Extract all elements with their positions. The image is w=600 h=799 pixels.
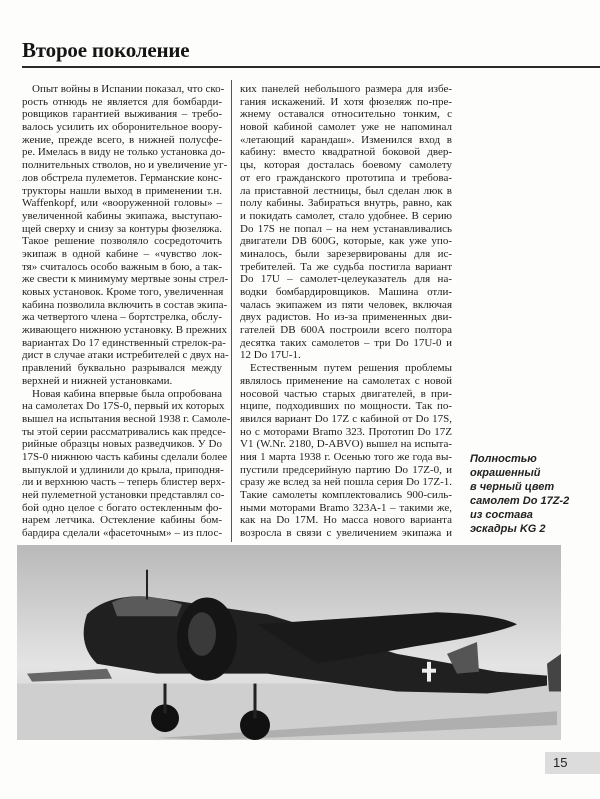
title-rule	[22, 66, 600, 68]
text-line: лов обстрела пулеметов. Германские конс-	[22, 171, 222, 184]
text-line: сразу же вслед за ней пошла серия Do 17Z-1.	[240, 476, 452, 489]
text-line: вышел на испытания весной 1938 г. Самоле-	[22, 412, 231, 425]
text-line: явился вариант Do 17Z с кабиной от Do 17S,	[240, 412, 452, 425]
text-line: рийные образцы новых разведчиков. У Do	[22, 438, 222, 451]
text-line: живающего нижнюю установку. В прежних	[22, 324, 228, 337]
text-line: экипаж в одной кабине – «чувство лок-	[22, 247, 222, 260]
text-line: кабина позволила включить в состав экипа-	[22, 298, 228, 311]
text-line: носовой частью старых двигателей, в при-	[240, 387, 452, 400]
text-line: Do 17U – самолет-целеуказатель для на-	[240, 273, 452, 286]
text-line: «летающий карандаш». Изменился вход в	[240, 133, 452, 146]
text-line: двигатели DB 600G, которые, как уже упо-	[240, 235, 452, 248]
text-line: трукторы нашли выход в применении т.н.	[22, 184, 222, 197]
text-line: возросла в связи с увеличением экипажа и	[240, 527, 452, 540]
text-line: же свести к минимуму мертвые зоны стрел-	[22, 273, 229, 286]
caption-line: эскадры KG 2	[470, 523, 546, 535]
text-line: двух радистов. Но из-за примененных дви-	[240, 311, 452, 324]
text-line: валось усилить их оборонительное воору-	[22, 121, 222, 134]
text-line: ковых установок. Кроме того, увеличенная	[22, 286, 224, 298]
text-line: новой кабиной самолет уже не напоминал	[240, 121, 452, 134]
text-line: являлось применение на самолетах с новой	[240, 374, 452, 387]
text-line: 12 Do 17U-1.	[240, 349, 301, 362]
aircraft-photo	[17, 545, 561, 740]
photo-caption	[470, 452, 569, 536]
text-line: верхней и нижней установками.	[22, 374, 173, 387]
text-line: бардира сделали «фасеточным» – из плос-	[22, 527, 222, 540]
text-line: Опыт войны в Испании показал, что ско-	[32, 83, 225, 95]
text-line: V1 (W.Nr. 2180, D-ABVO) вышел на испыта-	[240, 438, 452, 451]
text-line: рость отнюдь не является для бомбарди-	[22, 95, 222, 108]
text-line: жнему оставался относительно тонким, с	[240, 108, 452, 121]
text-line: гателей DB 600A построили всего полтора	[240, 324, 452, 337]
text-line: полу кабины. Забираться внутрь, равно, как	[240, 197, 452, 210]
text-line: нарем летчика. Остекление кабины бом-	[22, 514, 222, 527]
text-line: Waffenkopf, или «вооруженной головы» –	[22, 197, 222, 210]
text-line: как на Do 17M. Но масса нового варианта	[240, 514, 452, 527]
text-line: и покидать самолет, стало удобнее. В серию	[240, 209, 452, 222]
text-column-right	[240, 83, 452, 540]
text-column-left	[22, 83, 231, 540]
text-line: ровщиков гарантией выживания – требо-	[22, 108, 222, 121]
text-line: выпуклой и удлинили до крыла, приподня-	[22, 463, 224, 476]
text-line: Естественным путем решения проблемы	[250, 362, 452, 375]
caption-line: в черный цвет	[470, 481, 555, 493]
text-line: Новая кабина впервые была опробована	[32, 387, 222, 400]
caption-line: из состава	[470, 509, 533, 521]
text-line: Такое решение позволяло сосредоточить	[22, 235, 222, 248]
caption-line: окрашенный	[470, 467, 541, 479]
text-line: миналось, были зарезервированы для ис-	[240, 247, 452, 260]
text-line: увеличенной кабины экипажа, выступаю-	[22, 209, 222, 222]
text-line: ными моторами Bramo 323A-1 – такими же,	[240, 501, 452, 514]
text-line: тя» считалось особо важным в бою, а так-	[22, 260, 222, 273]
text-line: ния 1 марта 1938 г. Осенью того же года вы-	[240, 450, 452, 463]
page-number-box	[545, 752, 600, 774]
text-line: ких панелей небольшого размера для избе-	[240, 83, 452, 95]
text-line: ре. Имелась в виду не только установка до-	[22, 146, 225, 159]
text-line: гания искажений. И хотя фюзеляж по-пре-	[240, 95, 452, 108]
page-number: 15	[553, 755, 568, 770]
text-line: полнительных стволов, но и увеличение уг-	[22, 159, 228, 172]
text-line: вариантах Do 17 единственный стрелок-ра-	[22, 336, 226, 349]
text-line: водки бомбардировщиков. Машина отли-	[240, 286, 452, 298]
text-line: нципе, подходивших по мощности. Так по-	[240, 400, 452, 413]
text-line: ней пулеметной установки представлял со-	[22, 489, 225, 501]
text-line: жение, прежде всего, в нижней полусфе-	[22, 133, 222, 146]
text-line: бой одно целое с богато остекленным фо-	[22, 501, 222, 514]
text-line: кабину: вместо квадратной боковой двер-	[240, 146, 452, 159]
text-line: щей сверху и снизу за контуры фюзеляжа.	[22, 222, 222, 235]
text-line: требителей. Та же судьба постигла вариант	[240, 260, 452, 273]
text-line: жа четвертого члена – бортстрелка, обслу-	[22, 311, 222, 324]
text-line: правлений буквально разрывался между	[22, 362, 222, 375]
text-line: на самолетах Do 17S-0, первый их которых	[22, 400, 225, 413]
text-line: ты этой серии рассматривались как предсе-	[22, 425, 226, 438]
caption-line: Полностью	[470, 453, 537, 465]
text-line: ла приставной лестницы, был сделан люк в	[240, 184, 452, 197]
text-line: цы, которая досталась боевому самолету	[240, 159, 452, 172]
text-line: ли и верхнюю часть – теперь блистер верх-	[22, 476, 225, 489]
text-line: чалась экипажем из пяти человек, включая	[240, 298, 452, 311]
text-line: но с моторами Bramo 323. Прототип Do 17Z	[240, 425, 452, 438]
text-line: от его гражданского прототипа и требова-	[240, 171, 452, 184]
text-line: десятка таких самолетов – три Do 17U-0 и	[240, 336, 452, 349]
text-line: дист в случае атаки истребителей с двух на-	[22, 349, 229, 362]
page-title: Второе поколение	[22, 38, 190, 62]
text-line: Do 17S не попал – на нем устанавливались	[240, 222, 452, 235]
column-divider	[231, 80, 232, 542]
caption-line: самолет Do 17Z-2	[470, 495, 570, 507]
text-line: 17S-0 нижнюю часть кабины сделали более	[22, 450, 228, 463]
text-line: Такие самолеты комплектовались 900-силь-	[240, 489, 452, 501]
text-line: пустили предсерийную партию Do 17Z-0, и	[240, 463, 452, 476]
